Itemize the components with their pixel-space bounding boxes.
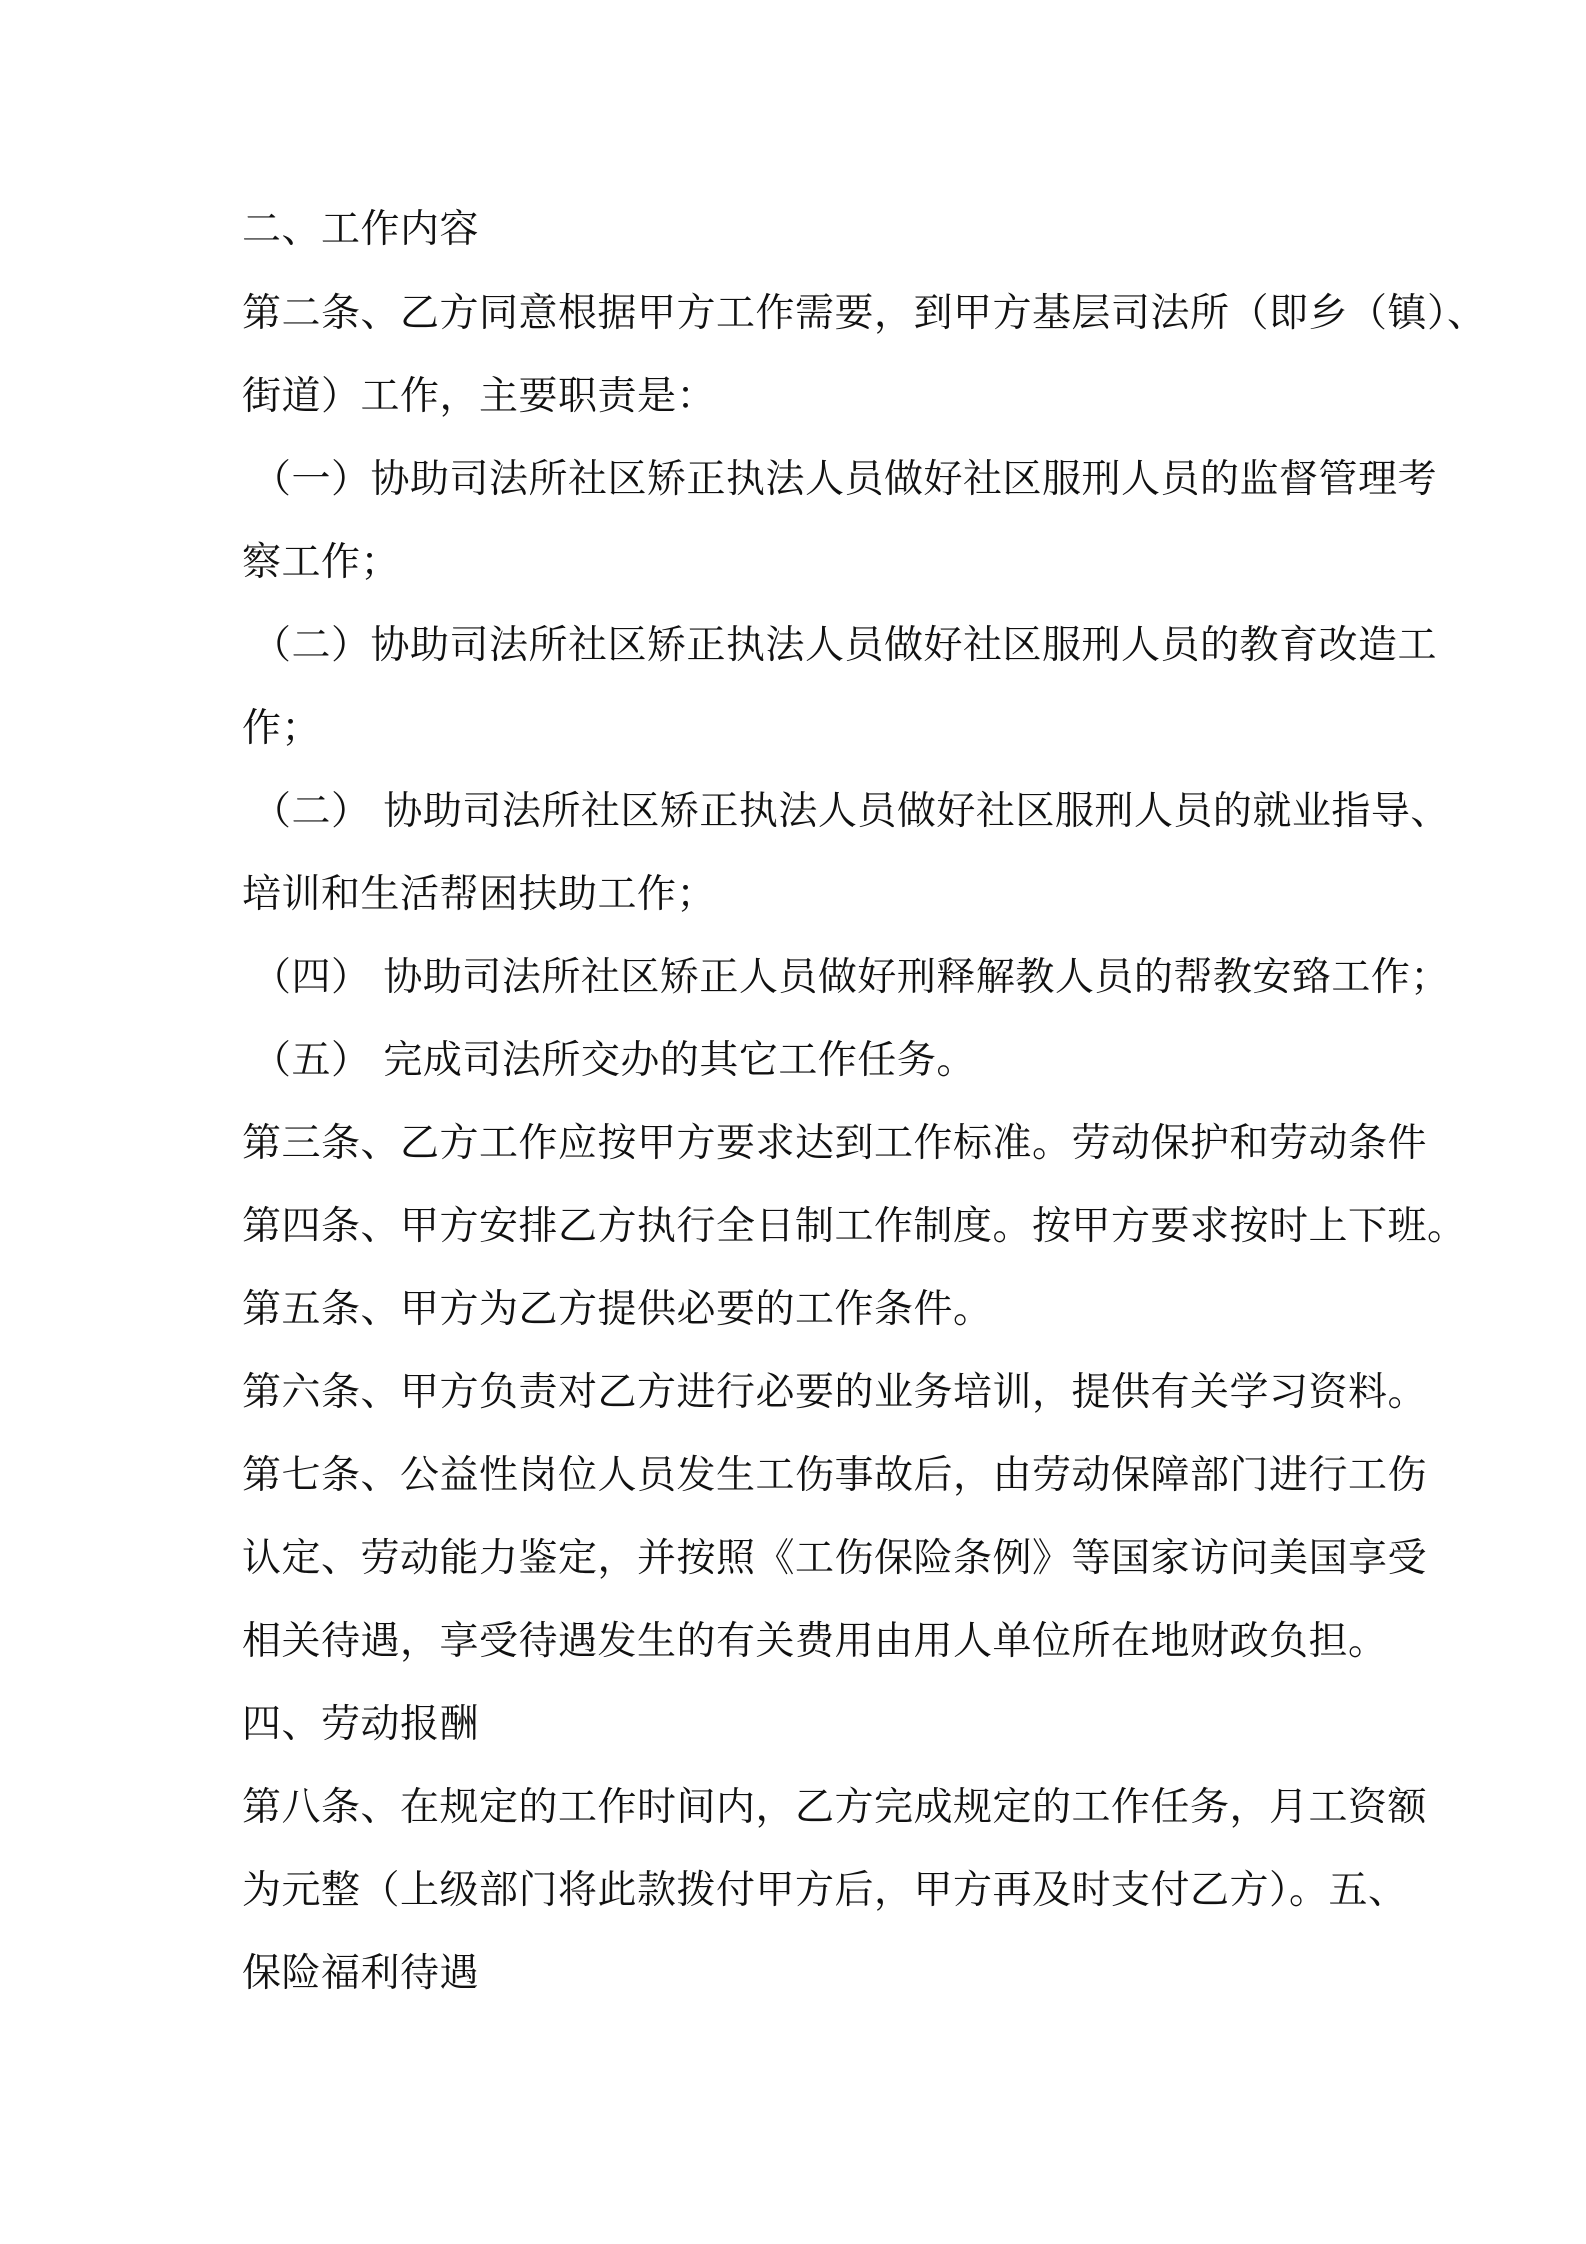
section-heading-remuneration: 四、劳动报酬 (242, 1702, 480, 1747)
duty-2-line-2: 作； (242, 706, 322, 751)
article-7-line-2: 认定、劳动能力鉴定，并按照《工伤保险条例》等国家访问美国享受 (242, 1536, 1428, 1581)
duty-3-line-2: 培训和生活帮困扶助工作； (242, 872, 717, 917)
section-heading-work-content: 二、工作内容 (242, 207, 480, 252)
article-5-line: 第五条、甲方为乙方提供必要的工作条件。 (242, 1287, 993, 1332)
article-6-line: 第六条、甲方负责对乙方进行必要的业务培训，提供有关学习资料。 (242, 1370, 1428, 1415)
section-heading-insurance: 保险福利待遇 (242, 1951, 480, 1996)
article-4-line: 第四条、甲方安排乙方执行全日制工作制度。按甲方要求按时上下班。 (242, 1204, 1467, 1249)
duty-3-line-1: （二） 协助司法所社区矫正执法人员做好社区服刑人员的就业指导、 (252, 789, 1450, 834)
article-3-line: 第三条、乙方工作应按甲方要求达到工作标准。劳动保护和劳动条件 (242, 1121, 1428, 1166)
duty-1-line-1: （一）协助司法所社区矫正执法人员做好社区服刑人员的监督管理考 (252, 457, 1438, 502)
article-7-line-3: 相关待遇，享受待遇发生的有关费用由用人单位所在地财政负担。 (242, 1619, 1388, 1664)
article-8-line-2: 为元整（上级部门将此款拨付甲方后，甲方再及时支付乙方）。五、 (242, 1868, 1408, 1913)
duty-5-line: （五） 完成司法所交办的其它工作任务。 (252, 1038, 976, 1083)
article-2-line-2: 街道）工作，主要职责是： (242, 374, 717, 419)
duty-1-line-2: 察工作； (242, 540, 401, 585)
article-7-line-1: 第七条、公益性岗位人员发生工伤事故后，由劳动保障部门进行工伤 (242, 1453, 1428, 1498)
article-2-line-1: 第二条、乙方同意根据甲方工作需要，到甲方基层司法所（即乡（镇）、 (242, 291, 1487, 336)
article-8-line-1: 第八条、在规定的工作时间内，乙方完成规定的工作任务，月工资额 (242, 1785, 1428, 1830)
duty-4-line: （四） 协助司法所社区矫正人员做好刑释解教人员的帮教安臵工作； (252, 955, 1450, 1000)
duty-2-line-1: （二）协助司法所社区矫正执法人员做好社区服刑人员的教育改造工 (252, 623, 1438, 668)
